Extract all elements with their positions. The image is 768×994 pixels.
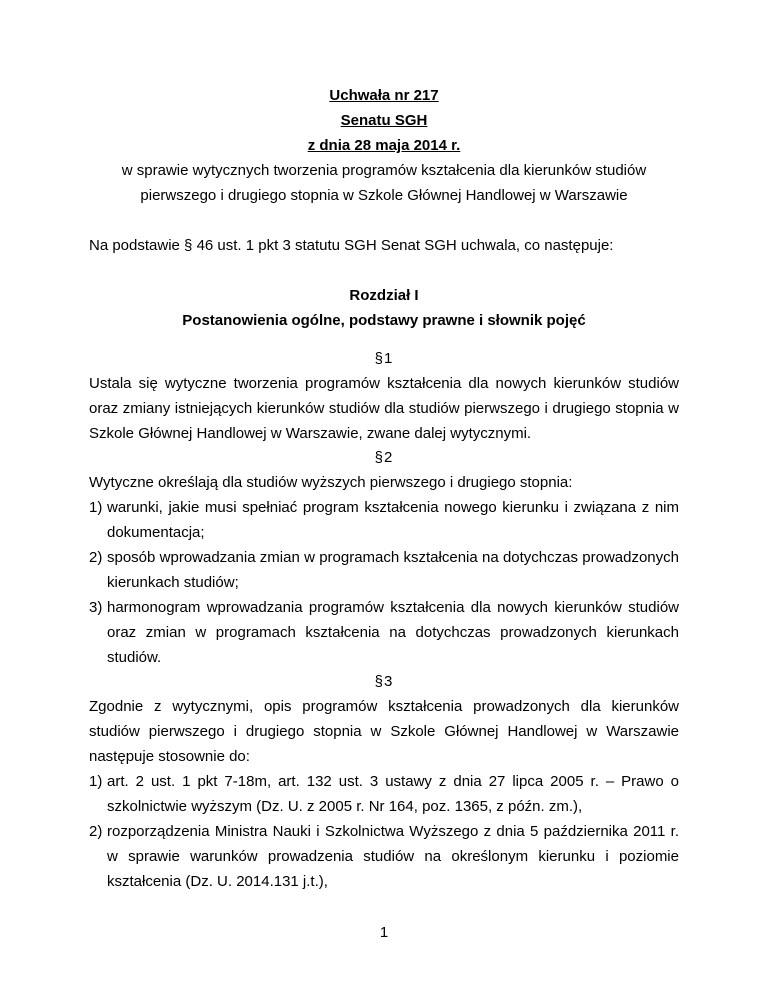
list-item-number: 1) [89, 773, 103, 790]
preamble: Na podstawie § 46 ust. 1 pkt 3 statutu SGH Senat SGH uchwala, co następuje: [89, 237, 614, 254]
list-item-text: rozporządzenia Ministra Nauki i Szkolnictwa Wyższego z dnia 5 października 2011 r. w sprawie warunków prowadzenia studiów na określonym kierunku i poziomie kształcenia (Dz. U. 2014.131 j.t.), [107, 823, 679, 890]
section-2-text: Wytyczne określają dla studiów wyższych pierwszego i drugiego stopnia: [89, 474, 573, 491]
list-item [89, 769, 679, 819]
section-1-text: Ustala się wytyczne tworzenia programów kształcenia dla nowych kierunków studiów oraz zmiany istniejących kierunków studiów dla studiów pierwszego i drugiego stopnia w Szkole Głównej Handlowej w Warszawie, zwane dalej wytycznymi. [89, 375, 679, 442]
section-mark-1: §1 [374, 350, 394, 367]
list-item-text: harmonogram wprowadzania programów kształcenia dla nowych kierunków studiów oraz zmian w programach kształcenia na dotychczas prowadzonych kierunkach studiów. [107, 599, 679, 666]
resolution-title: Uchwała nr 217 [329, 87, 439, 104]
section-3-text: Zgodnie z wytycznymi, opis programów kształcenia prowadzonych dla kierunków studiów pierwszego i drugiego stopnia w Szkole Głównej Handlowej w Warszawie następuje stosownie do: [89, 698, 679, 765]
chapter-number: Rozdział I [349, 287, 419, 304]
list-item-text: sposób wprowadzania zmian w programach kształcenia na dotychczas prowadzonych kierunkach studiów; [107, 549, 679, 591]
resolution-subject-line-2: pierwszego i drugiego stopnia w Szkole Głównej Handlowej w Warszawie [140, 187, 628, 204]
list-item-number: 3) [89, 599, 103, 616]
list-item [89, 595, 679, 670]
list-item [89, 495, 679, 545]
list-item [89, 545, 679, 595]
list-item-number: 1) [89, 499, 103, 516]
resolution-date: z dnia 28 maja 2014 r. [307, 137, 461, 154]
list-item-text: warunki, jakie musi spełniać program kształcenia nowego kierunku i związana z nim dokumentacja; [107, 499, 679, 541]
list-item-number: 2) [89, 823, 103, 840]
list-item-number: 2) [89, 549, 103, 566]
document-body [89, 83, 679, 894]
list-item [89, 819, 679, 894]
list-item-text: art. 2 ust. 1 pkt 7-18m, art. 132 ust. 3 ustawy z dnia 27 lipca 2005 r. – Prawo o szkolnictwie wyższym (Dz. U. z 2005 r. Nr 164, poz. 1365, z późn. zm.), [107, 773, 679, 815]
page-number: 1 [379, 924, 389, 941]
resolution-subject-line-1: w sprawie wytycznych tworzenia programów kształcenia dla kierunków studiów [121, 162, 647, 179]
resolution-body: Senatu SGH [340, 112, 428, 129]
section-mark-2: §2 [374, 449, 394, 466]
chapter-title: Postanowienia ogólne, podstawy prawne i słownik pojęć [182, 312, 586, 329]
section-mark-3: §3 [374, 673, 394, 690]
